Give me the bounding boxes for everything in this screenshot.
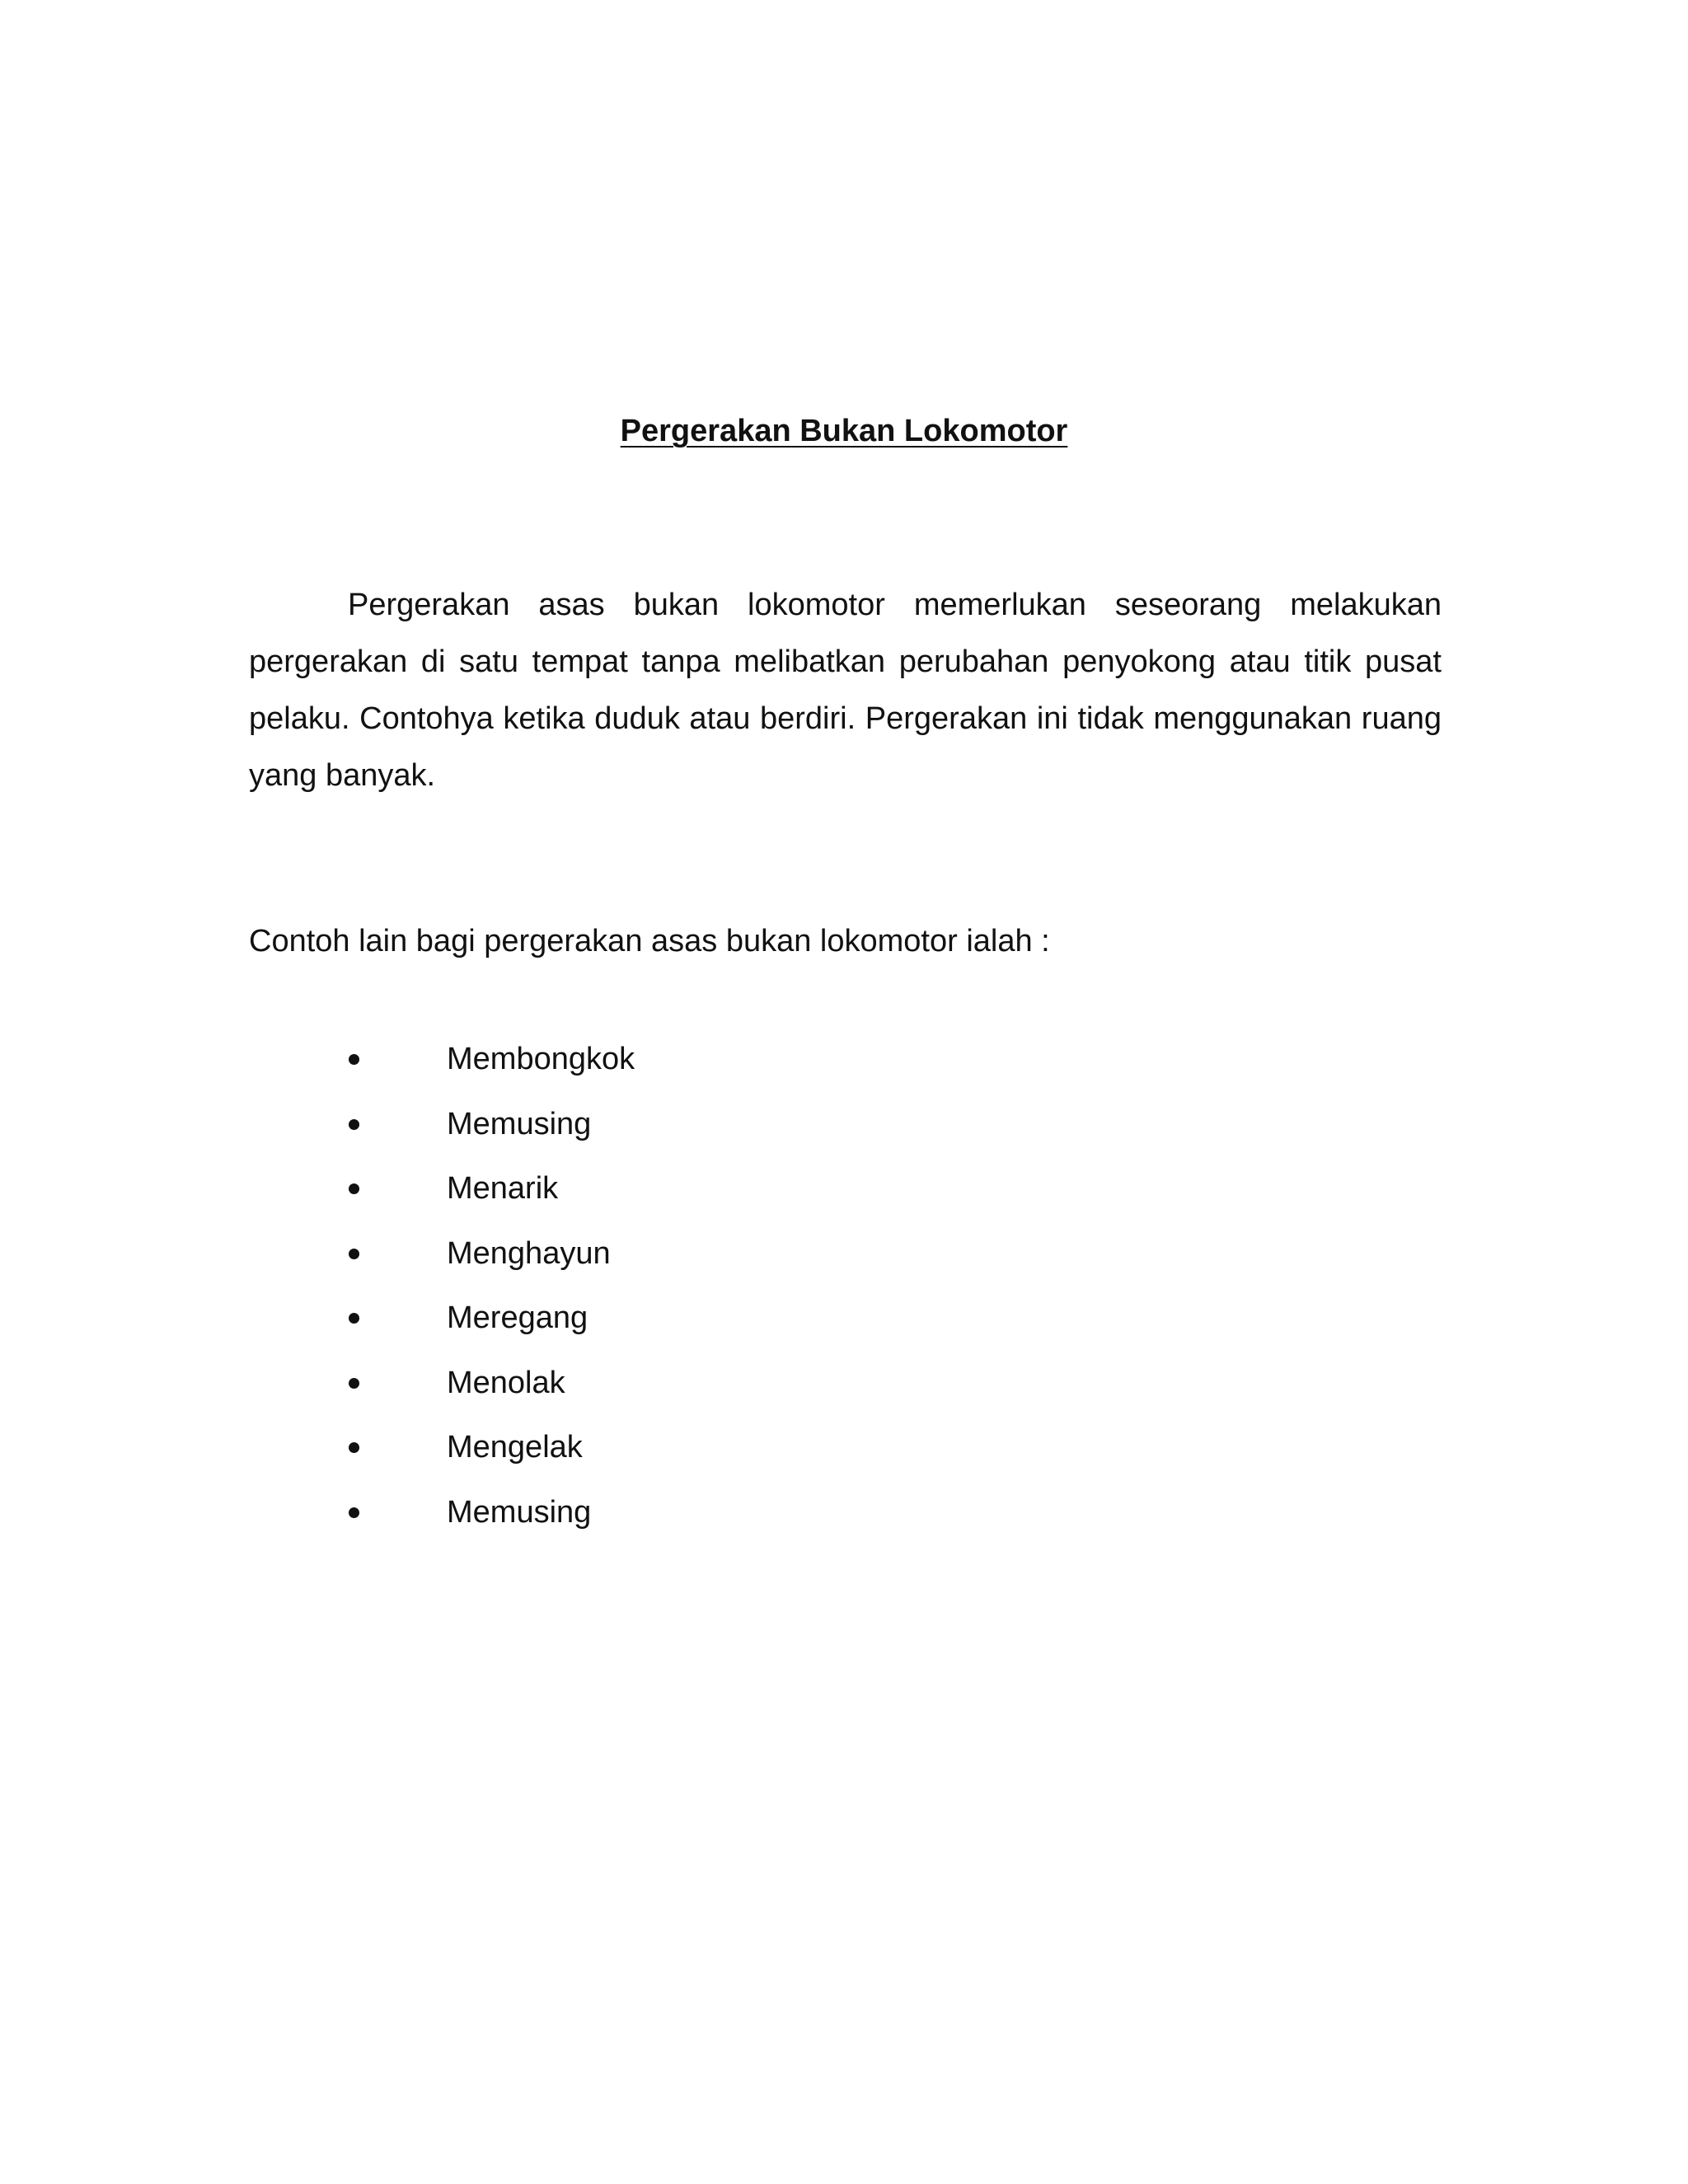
- list-item-label: Membongkok: [447, 1042, 635, 1076]
- list-item-label: Meregang: [447, 1301, 588, 1335]
- bullet-icon: [349, 1442, 359, 1453]
- list-item-label: Memusing: [447, 1494, 592, 1530]
- list-item-label: Memusing: [447, 1106, 592, 1141]
- bullet-icon: [349, 1119, 359, 1130]
- list-item-label: Menolak: [447, 1365, 565, 1400]
- bullet-icon: [349, 1249, 359, 1259]
- list-item-label: Mengelak: [447, 1430, 583, 1465]
- body-paragraph: Pergerakan asas bukan lokomotor memerlukan seseorang melakukan pergerakan di satu tempat tanpa melibatkan perubahan penyokong atau titik pusat pelaku. Contohya ketika duduk atau berdiri. Pergerakan ini tidak menggunakan ruang yang banyak.: [249, 588, 1442, 793]
- document-title: Pergerakan Bukan Lokomotor: [620, 414, 1068, 448]
- list-intro: Contoh lain bagi pergerakan asas bukan lokomotor ialah :: [249, 924, 1050, 958]
- bullet-icon: [349, 1054, 359, 1065]
- bullet-icon: [349, 1183, 359, 1194]
- list-item-label: Menarik: [447, 1171, 559, 1206]
- bullet-icon: [349, 1313, 359, 1324]
- bullet-icon: [349, 1507, 359, 1518]
- bullet-icon: [349, 1378, 359, 1389]
- list-item-label: Menghayun: [447, 1235, 611, 1271]
